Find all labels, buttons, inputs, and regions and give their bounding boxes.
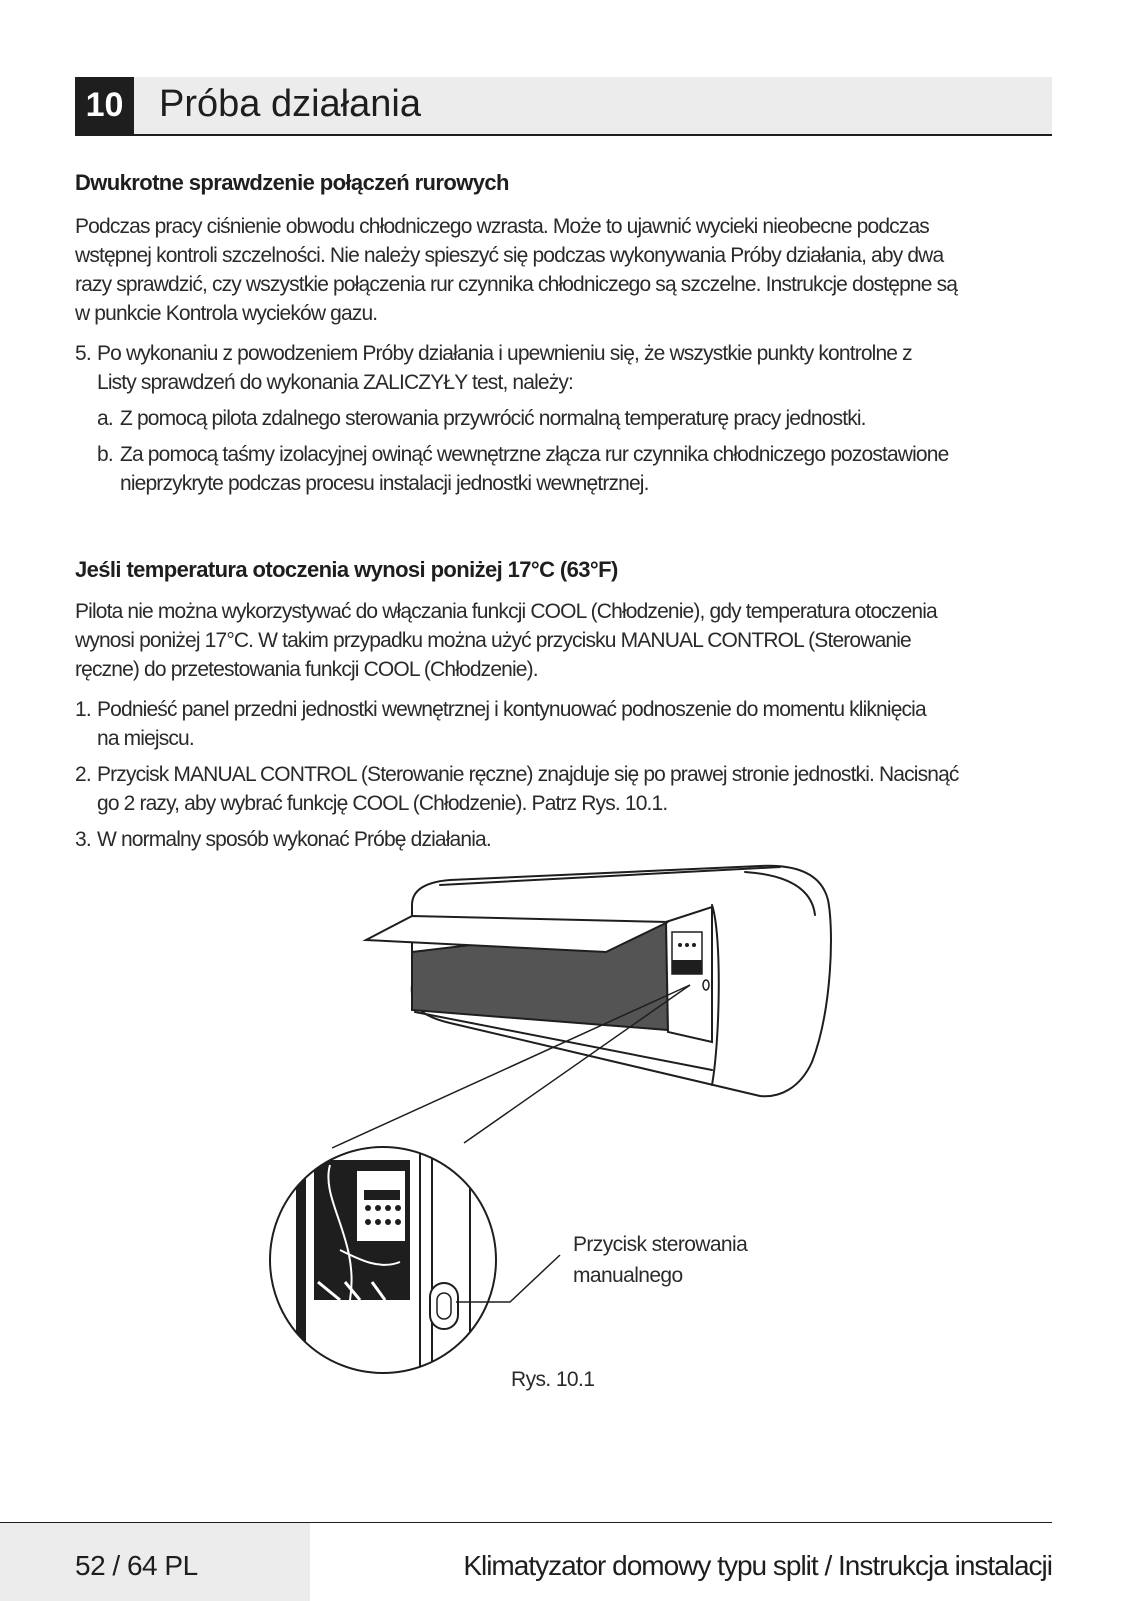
list-marker: 5. — [75, 342, 91, 365]
manual-control-button — [430, 1283, 458, 1329]
sublist-item-text: Za pomocą taśmy izolacyjnej owinąć wewnętrzne złącza rur czynnika chłodniczego pozostawione — [120, 443, 949, 466]
paragraph-line: wynosi poniżej 17°C. W takim przypadku można użyć przycisku MANUAL CONTROL (Sterowanie — [75, 629, 911, 652]
heading-pipe-check: Dwukrotne sprawdzenie połączeń rurowych — [75, 170, 509, 195]
unit-end-cap — [712, 905, 719, 1085]
list-item-text: Listy sprawdzeń do wykonania ZALICZYŁY test, należy: — [97, 371, 574, 394]
section-number: 10 — [75, 77, 134, 134]
paragraph-line: Podczas pracy ciśnienie obwodu chłodniczego wzrasta. Może to ujawnić wycieki nieobecne podczas — [75, 215, 929, 238]
paragraph-line: razy sprawdzić, czy wszystkie połączenia rur czynnika chłodniczego są szczelne. Instrukcje dostępne są — [75, 273, 958, 296]
list-item-text: Podnieść panel przedni jednostki wewnętrznej i kontynuować podnoszenie do momentu kliknięcia — [97, 698, 926, 721]
section-title: Próba działania — [159, 83, 421, 125]
list-item-text: na miejscu. — [97, 727, 194, 750]
callout-label-line: Przycisk sterowania — [573, 1233, 748, 1256]
paragraph-line: w punkcie Kontrola wycieków gazu. — [75, 302, 378, 325]
callout-label-line: manualnego — [573, 1264, 683, 1287]
sublist-item-text: nieprzykryte podczas procesu instalacji jednostki wewnętrznej. — [120, 472, 649, 495]
paragraph-line: ręczne) do przetestowania funkcji COOL (Chłodzenie). — [75, 658, 538, 681]
list-item-text: Po wykonaniu z powodzeniem Próby działania i upewnieniu się, że wszystkie punkty kontrolne z — [97, 342, 912, 365]
unit-top-edge — [440, 867, 780, 885]
footer-document-title: Klimatyzator domowy typu split / Instrukcja instalacji — [463, 1550, 1052, 1581]
sublist-marker: a. — [97, 407, 113, 430]
list-item-text: W normalny sposób wykonać Próbę działania. — [97, 828, 491, 851]
sublist-item-text: Z pomocą pilota zdalnego sterowania przywrócić normalną temperaturę pracy jednostki. — [120, 407, 866, 430]
list-item-text: go 2 razy, aby wybrać funkcję COOL (Chłodzenie). Patrz Rys. 10.1. — [97, 792, 668, 815]
paragraph-line: wstępnej kontroli szczelności. Nie należy spieszyć się podczas wykonywania Próby działania, aby dwa — [75, 244, 944, 267]
figure-caption: Rys. 10.1 — [511, 1368, 595, 1391]
heading-low-temperature: Jeśli temperatura otoczenia wynosi poniżej 17°C (63°F) — [75, 557, 618, 582]
paragraph-line: Pilota nie można wykorzystywać do włączania funkcji COOL (Chłodzenie), gdy temperatura otoczenia — [75, 600, 937, 623]
unit-end-cap-inner — [745, 872, 815, 915]
list-marker: 2. — [75, 763, 91, 786]
list-marker: 3. — [75, 828, 91, 851]
list-item-text: Przycisk MANUAL CONTROL (Sterowanie ręczne) znajduje się po prawej stronie jednostki. Nacisnąć — [97, 763, 959, 786]
footer-rule — [0, 1522, 1052, 1523]
footer-page-number: 52 / 64 PL — [75, 1550, 198, 1581]
sublist-marker: b. — [97, 443, 113, 466]
list-marker: 1. — [75, 698, 91, 721]
